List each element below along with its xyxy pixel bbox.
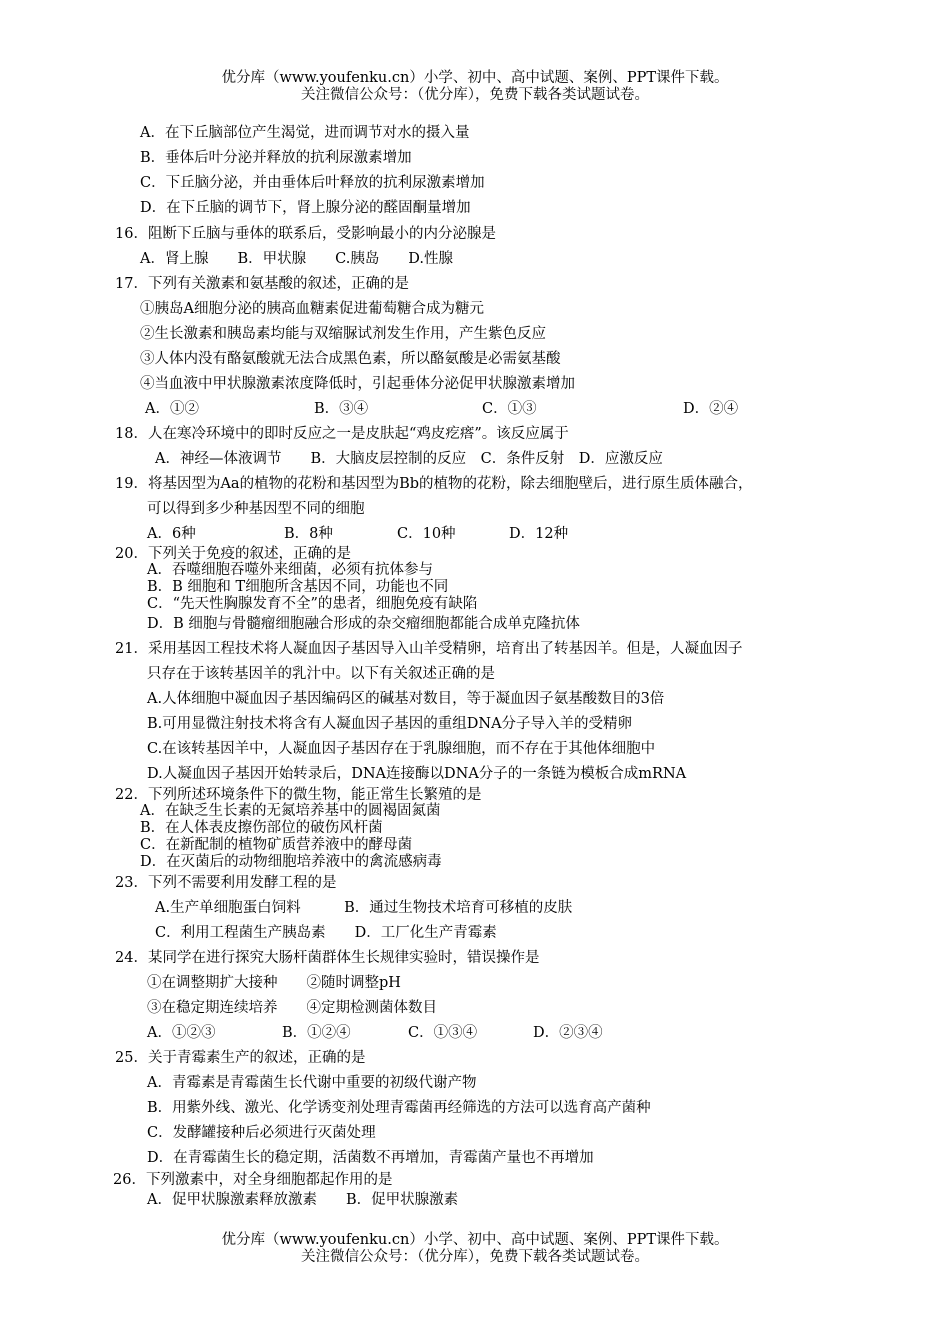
q25-option-c: C．发酵罐接种后必须进行灭菌处理 [147,1125,376,1141]
q19-stem: 19．将基因型为Aa的植物的花粉和基因型为Bb的植物的花粉，除去细胞壁后，进行原生质体融合， [115,476,753,492]
q15-option-d: D．在下丘脑的调节下，肾上腺分泌的醛固酮量增加 [140,200,471,216]
q17-item-2: ②生长激素和胰岛素均能与双缩脲试剂发生作用，产生紫色反应 [140,326,546,342]
header-line-2: 关注微信公众号：（优分库），免费下载各类试题试卷。 [301,87,649,103]
q21-stem-cont: 只存在于该转基因羊的乳汁中。以下有关叙述正确的是 [147,666,495,682]
q24-stem: 24．某同学在进行探究大肠杆菌群体生长规律实验时，错误操作是 [115,950,540,966]
q16-options: A．肾上腺 B．甲状腺 C.胰岛 D.性腺 [140,251,454,267]
q19-stem-cont: 可以得到多少种基因型不同的细胞 [147,501,365,517]
q15-option-b: B．垂体后叶分泌并释放的抗利尿激素增加 [140,150,412,166]
q17-item-3: ③人体内没有酪氨酸就无法合成黑色素，所以酪氨酸是必需氨基酸 [140,351,561,367]
q17-item-4: ④当血液中甲状腺激素浓度降低时，引起垂体分泌促甲状腺激素增加 [140,376,575,392]
q24-option-d: D．②③④ [533,1025,603,1041]
q24-option-b: B．①②④ [282,1025,351,1041]
page-header [0,70,950,104]
q19-option-a: A．6种 [147,526,196,542]
q22-option-a: A．在缺乏生长素的无氮培养基中的圆褐固氮菌 [140,803,441,819]
q24-option-a: A．①②③ [147,1025,216,1041]
q15-option-a: A．在下丘脑部位产生渴觉，进而调节对水的摄入量 [140,125,470,141]
q17-option-a: A．①② [145,401,199,417]
q25-option-d: D．在青霉菌生长的稳定期，活菌数不再增加，青霉菌产量也不再增加 [147,1150,594,1166]
q23-options-row-1: A.生产单细胞蛋白饲料 B．通过生物技术培育可移植的皮肤 [155,900,573,916]
q21-option-d: D.人凝血因子基因开始转录后，DNA连接酶以DNA分子的一条链为模板合成mRNA [147,766,687,782]
q17-stem: 17．下列有关激素和氨基酸的叙述，正确的是 [115,276,409,292]
q24-option-c: C．①③④ [408,1025,478,1041]
q20-stem: 20．下列关于免疫的叙述，正确的是 [115,546,351,562]
q23-stem: 23．下列不需要利用发酵工程的是 [115,875,337,891]
q17-option-b: B．③④ [314,401,369,417]
q26-stem: 26．下列激素中，对全身细胞都起作用的是 [113,1172,393,1188]
q21-option-c: C.在该转基因羊中，人凝血因子基因存在于乳腺细胞，而不存在于其他体细胞中 [147,741,656,757]
q15-option-c: C．下丘脑分泌，并由垂体后叶释放的抗利尿激素增加 [140,175,485,191]
q19-option-b: B．8种 [284,526,333,542]
footer-line-2: 关注微信公众号：（优分库），免费下载各类试题试卷。 [301,1249,649,1265]
header-line-1: 优分库（www.youfenku.cn）小学、初中、高中试题、案例、PPT课件下载。 [221,70,729,86]
q17-item-1: ①胰岛A细胞分泌的胰高血糖素促进葡萄糖合成为糖元 [140,301,484,317]
q24-items-row-1: ①在调整期扩大接种 ②随时调整pH [147,975,401,991]
q16-stem: 16．阻断下丘脑与垂体的联系后，受影响最小的内分泌腺是 [115,226,496,242]
q23-options-row-2: C．利用工程菌生产胰岛素 D．工厂化生产青霉素 [155,925,497,941]
q18-options: A．神经—体液调节 B．大脑皮层控制的反应 C．条件反射 D．应激反应 [155,451,663,467]
footer-line-1: 优分库（www.youfenku.cn）小学、初中、高中试题、案例、PPT课件下载。 [221,1232,729,1248]
q20-option-c: C．“先天性胸腺发育不全”的患者，细胞免疫有缺陷 [147,596,478,612]
q17-option-d: D．②④ [683,401,739,417]
q18-stem: 18．人在寒冷环境中的即时反应之一是皮肤起“鸡皮疙瘩”。该反应属于 [115,426,569,442]
q21-stem: 21．采用基因工程技术将人凝血因子基因导入山羊受精卵，培育出了转基因羊。但是，人凝血因子 [115,641,743,657]
q25-option-b: B．用紫外线、激光、化学诱变剂处理青霉菌再经筛选的方法可以选育高产菌种 [147,1100,651,1116]
q22-option-b: B．在人体表皮擦伤部位的破伤风杆菌 [140,820,383,836]
q20-option-a: A．吞噬细胞吞噬外来细菌，必须有抗体参与 [147,562,433,578]
q20-option-d: D．B 细胞与骨髓瘤细胞融合形成的杂交瘤细胞都能合成单克隆抗体 [147,616,580,632]
q25-stem: 25．关于青霉素生产的叙述，正确的是 [115,1050,366,1066]
q22-option-c: C．在新配制的植物矿质营养液中的酵母菌 [140,837,413,853]
q24-items-row-2: ③在稳定期连续培养 ④定期检测菌体数目 [147,1000,437,1016]
q26-options: A．促甲状腺激素释放激素 B．促甲状腺激素 [147,1192,459,1208]
q19-option-d: D．12种 [509,526,569,542]
q22-option-d: D．在灭菌后的动物细胞培养液中的禽流感病毒 [140,854,442,870]
q25-option-a: A．青霉素是青霉菌生长代谢中重要的初级代谢产物 [147,1075,477,1091]
q21-option-b: B.可用显微注射技术将含有人凝血因子基因的重组DNA分子导入羊的受精卵 [147,716,633,732]
q19-option-c: C．10种 [397,526,456,542]
q17-option-c: C．①③ [482,401,537,417]
q20-option-b: B．B 细胞和 T细胞所含基因不同，功能也不同 [147,579,449,595]
page-footer [0,1232,950,1266]
q22-stem: 22．下列所述环境条件下的微生物，能正常生长繁殖的是 [115,787,482,803]
q21-option-a: A.人体细胞中凝血因子基因编码区的碱基对数目，等于凝血因子氨基酸数目的3倍 [147,691,665,707]
